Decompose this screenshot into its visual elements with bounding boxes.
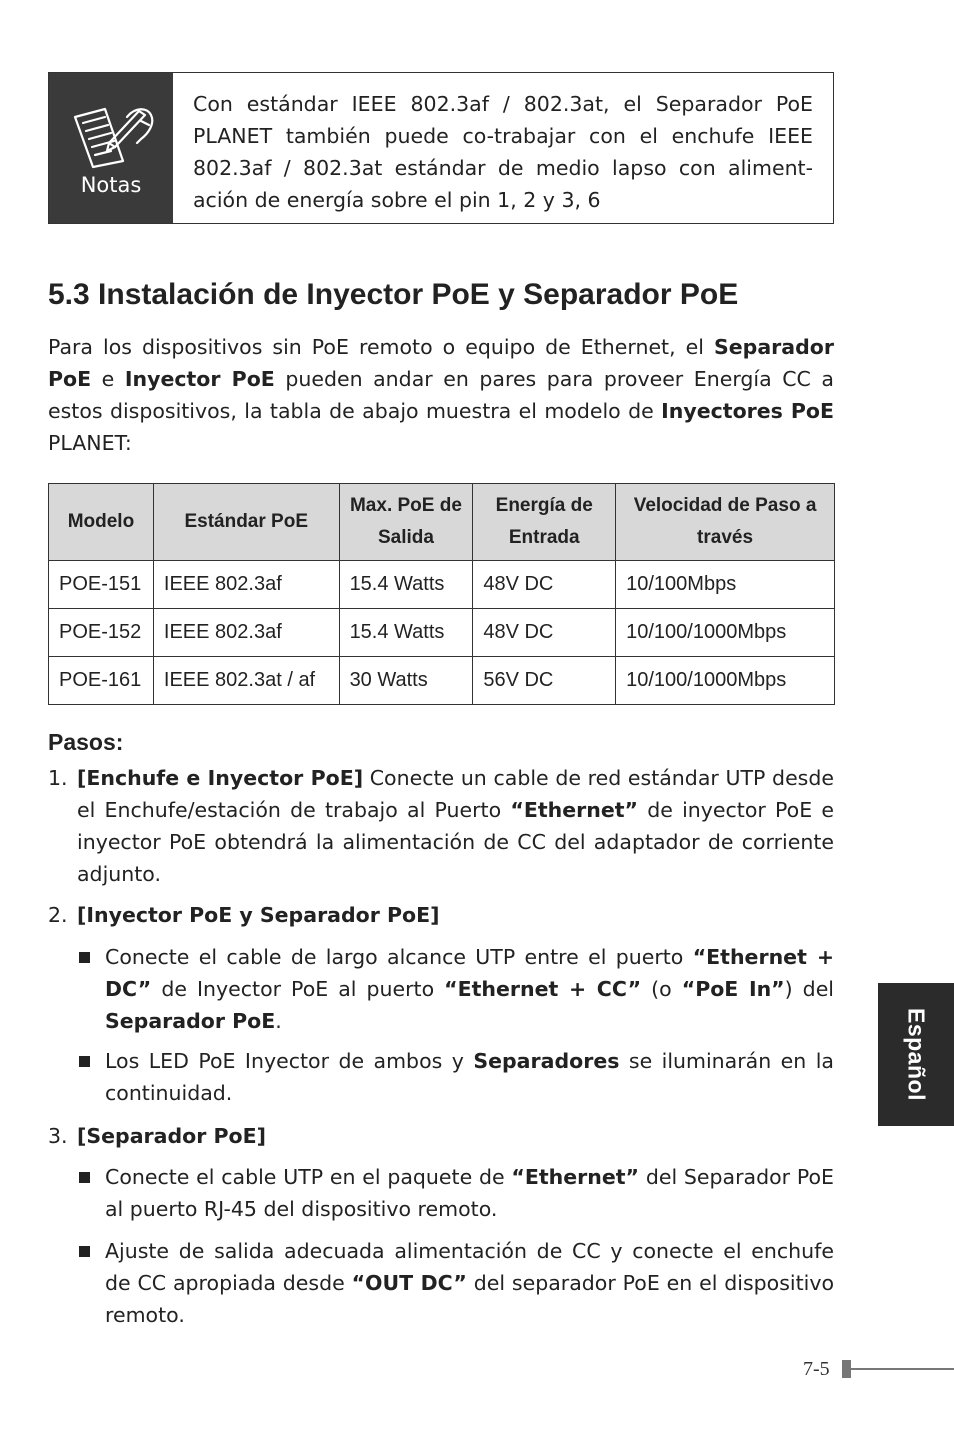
table-cell: POE-152 (49, 609, 154, 657)
note-label: Notas (80, 173, 142, 197)
note-box (48, 72, 834, 224)
table-cell: 48V DC (473, 561, 616, 609)
table-cell: 15.4 Watts (339, 561, 473, 609)
note-text: Con estándar IEEE 802.3af / 802.3at, el Separador PoE PLANET también puede co-trabajar con el enchufe IEEE 802.3af / 802.3at estándar de medio lapso con aliment-ación de energía sobre el pin 1, 2 y 3, 6 (193, 92, 813, 212)
step-1-title: [Enchufe e Inyector PoE] (77, 766, 364, 790)
step-3-bullet-a (105, 1161, 834, 1225)
table-header-row (49, 484, 835, 561)
step-3-title: [Separador PoE] (77, 1124, 266, 1148)
table-cell: 10/100Mbps (616, 561, 835, 609)
bullet-a-bold-1: “Ethernet + DC” (105, 945, 834, 1001)
header-max-poe: Max. PoE de Salida (339, 484, 473, 561)
bullet-b-text-2: se iluminarán en la continuidad. (105, 1049, 834, 1105)
intro-bold-inyector: Inyector PoE (124, 367, 275, 391)
page-marker (842, 1360, 851, 1378)
intro-text-2: e (91, 367, 125, 391)
step-1-body-1: Conecte un cable de red estándar UTP desde el Enchufe/estación de trabajo al Puerto (77, 766, 834, 822)
bullet-square (79, 1172, 90, 1183)
table-row (49, 561, 835, 609)
steps-heading: Pasos: (48, 729, 124, 755)
bullet-d-text-2: del separador PoE en el dispositivo remoto. (105, 1271, 834, 1327)
header-estandar: Estándar PoE (153, 484, 339, 561)
table-cell: IEEE 802.3af (153, 561, 339, 609)
step-2-bullet-a (105, 941, 834, 1037)
table-cell: 10/100/1000Mbps (616, 657, 835, 705)
intro-paragraph (48, 331, 834, 459)
table-cell: 15.4 Watts (339, 609, 473, 657)
note-writing-icon (65, 99, 157, 169)
header-energia: Energía de Entrada (473, 484, 616, 561)
bullet-c-bold-1: “Ethernet” (511, 1165, 640, 1189)
step-2-number: 2. (48, 903, 68, 927)
bullet-c-text-2: del Separador PoE al puerto RJ-45 del dispositivo remoto. (105, 1165, 834, 1221)
intro-bold-separador: Separador PoE (48, 335, 834, 391)
table-cell: 48V DC (473, 609, 616, 657)
header-velocidad: Velocidad de Paso a través (616, 484, 835, 561)
bullet-a-text-4: ) del (784, 977, 835, 1001)
note-icon-cell (49, 73, 173, 223)
intro-text-1: Para los dispositivos sin PoE remoto o equipo de Ethernet, el (48, 335, 704, 359)
bullet-square (79, 952, 90, 963)
table-cell: 10/100/1000Mbps (616, 609, 835, 657)
step-1-bold-ethernet: “Ethernet” (510, 798, 639, 822)
step-1-body-2: de inyector PoE e inyector PoE obtendrá la alimentación de CC del adaptador de corriente adjunto. (77, 798, 835, 886)
table-row (49, 657, 835, 705)
table-cell: 30 Watts (339, 657, 473, 705)
bullet-square (79, 1056, 90, 1067)
step-2-title: [Inyector PoE y Separador PoE] (77, 903, 440, 927)
bullet-b-text-1: Los LED PoE Inyector de ambos y (105, 1049, 474, 1073)
intro-text-4: PLANET: (48, 431, 132, 455)
step-2-title-line (77, 899, 834, 931)
intro-text-3: pueden andar en pares para proveer Energía CC a estos dispositivos, la tabla de abajo muestra el modelo de (48, 367, 834, 423)
models-table (48, 483, 835, 705)
bullet-square (79, 1246, 90, 1257)
bullet-a-bold-3: “PoE In” (681, 977, 785, 1001)
bullet-a-text-1: Conecte el cable de largo alcance UTP entre el puerto (105, 945, 693, 969)
step-3-title-line (77, 1120, 834, 1152)
page-number: 7-5 (803, 1358, 830, 1380)
language-tab (878, 983, 954, 1126)
table-cell: 56V DC (473, 657, 616, 705)
step-1-number: 1. (48, 766, 68, 790)
step-2-bullet-b (105, 1045, 834, 1109)
bullet-a-text-3: (o (641, 977, 682, 1001)
step-3-number: 3. (48, 1124, 68, 1148)
bullet-a-text-5: . (275, 1009, 282, 1033)
language-tab-label: Español (903, 1008, 930, 1101)
table-cell: POE-161 (49, 657, 154, 705)
bullet-a-text-2: de Inyector PoE al puerto (151, 977, 445, 1001)
section-title: 5.3 Instalación de Inyector PoE y Separador PoE (48, 278, 739, 311)
step-3-bullet-b (105, 1235, 834, 1331)
step-1-text (77, 762, 834, 890)
page-rule (851, 1368, 954, 1370)
bullet-a-bold-4: Separador PoE (105, 1009, 276, 1033)
table-cell: IEEE 802.3at / af (153, 657, 339, 705)
bullet-a-bold-2: “Ethernet + CC” (444, 977, 642, 1001)
bullet-b-bold-1: Separadores (473, 1049, 620, 1073)
intro-bold-inyectores: Inyectores PoE (661, 399, 834, 423)
table-cell: IEEE 802.3af (153, 609, 339, 657)
bullet-d-bold-1: “OUT DC” (351, 1271, 467, 1295)
table-cell: POE-151 (49, 561, 154, 609)
table-row (49, 609, 835, 657)
bullet-d-text-1: Ajuste de salida adecuada alimentación de CC y conecte el enchufe de CC apropiada desde (105, 1239, 834, 1295)
bullet-c-text-1: Conecte el cable UTP en el paquete de (105, 1165, 512, 1189)
header-modelo: Modelo (49, 484, 154, 561)
